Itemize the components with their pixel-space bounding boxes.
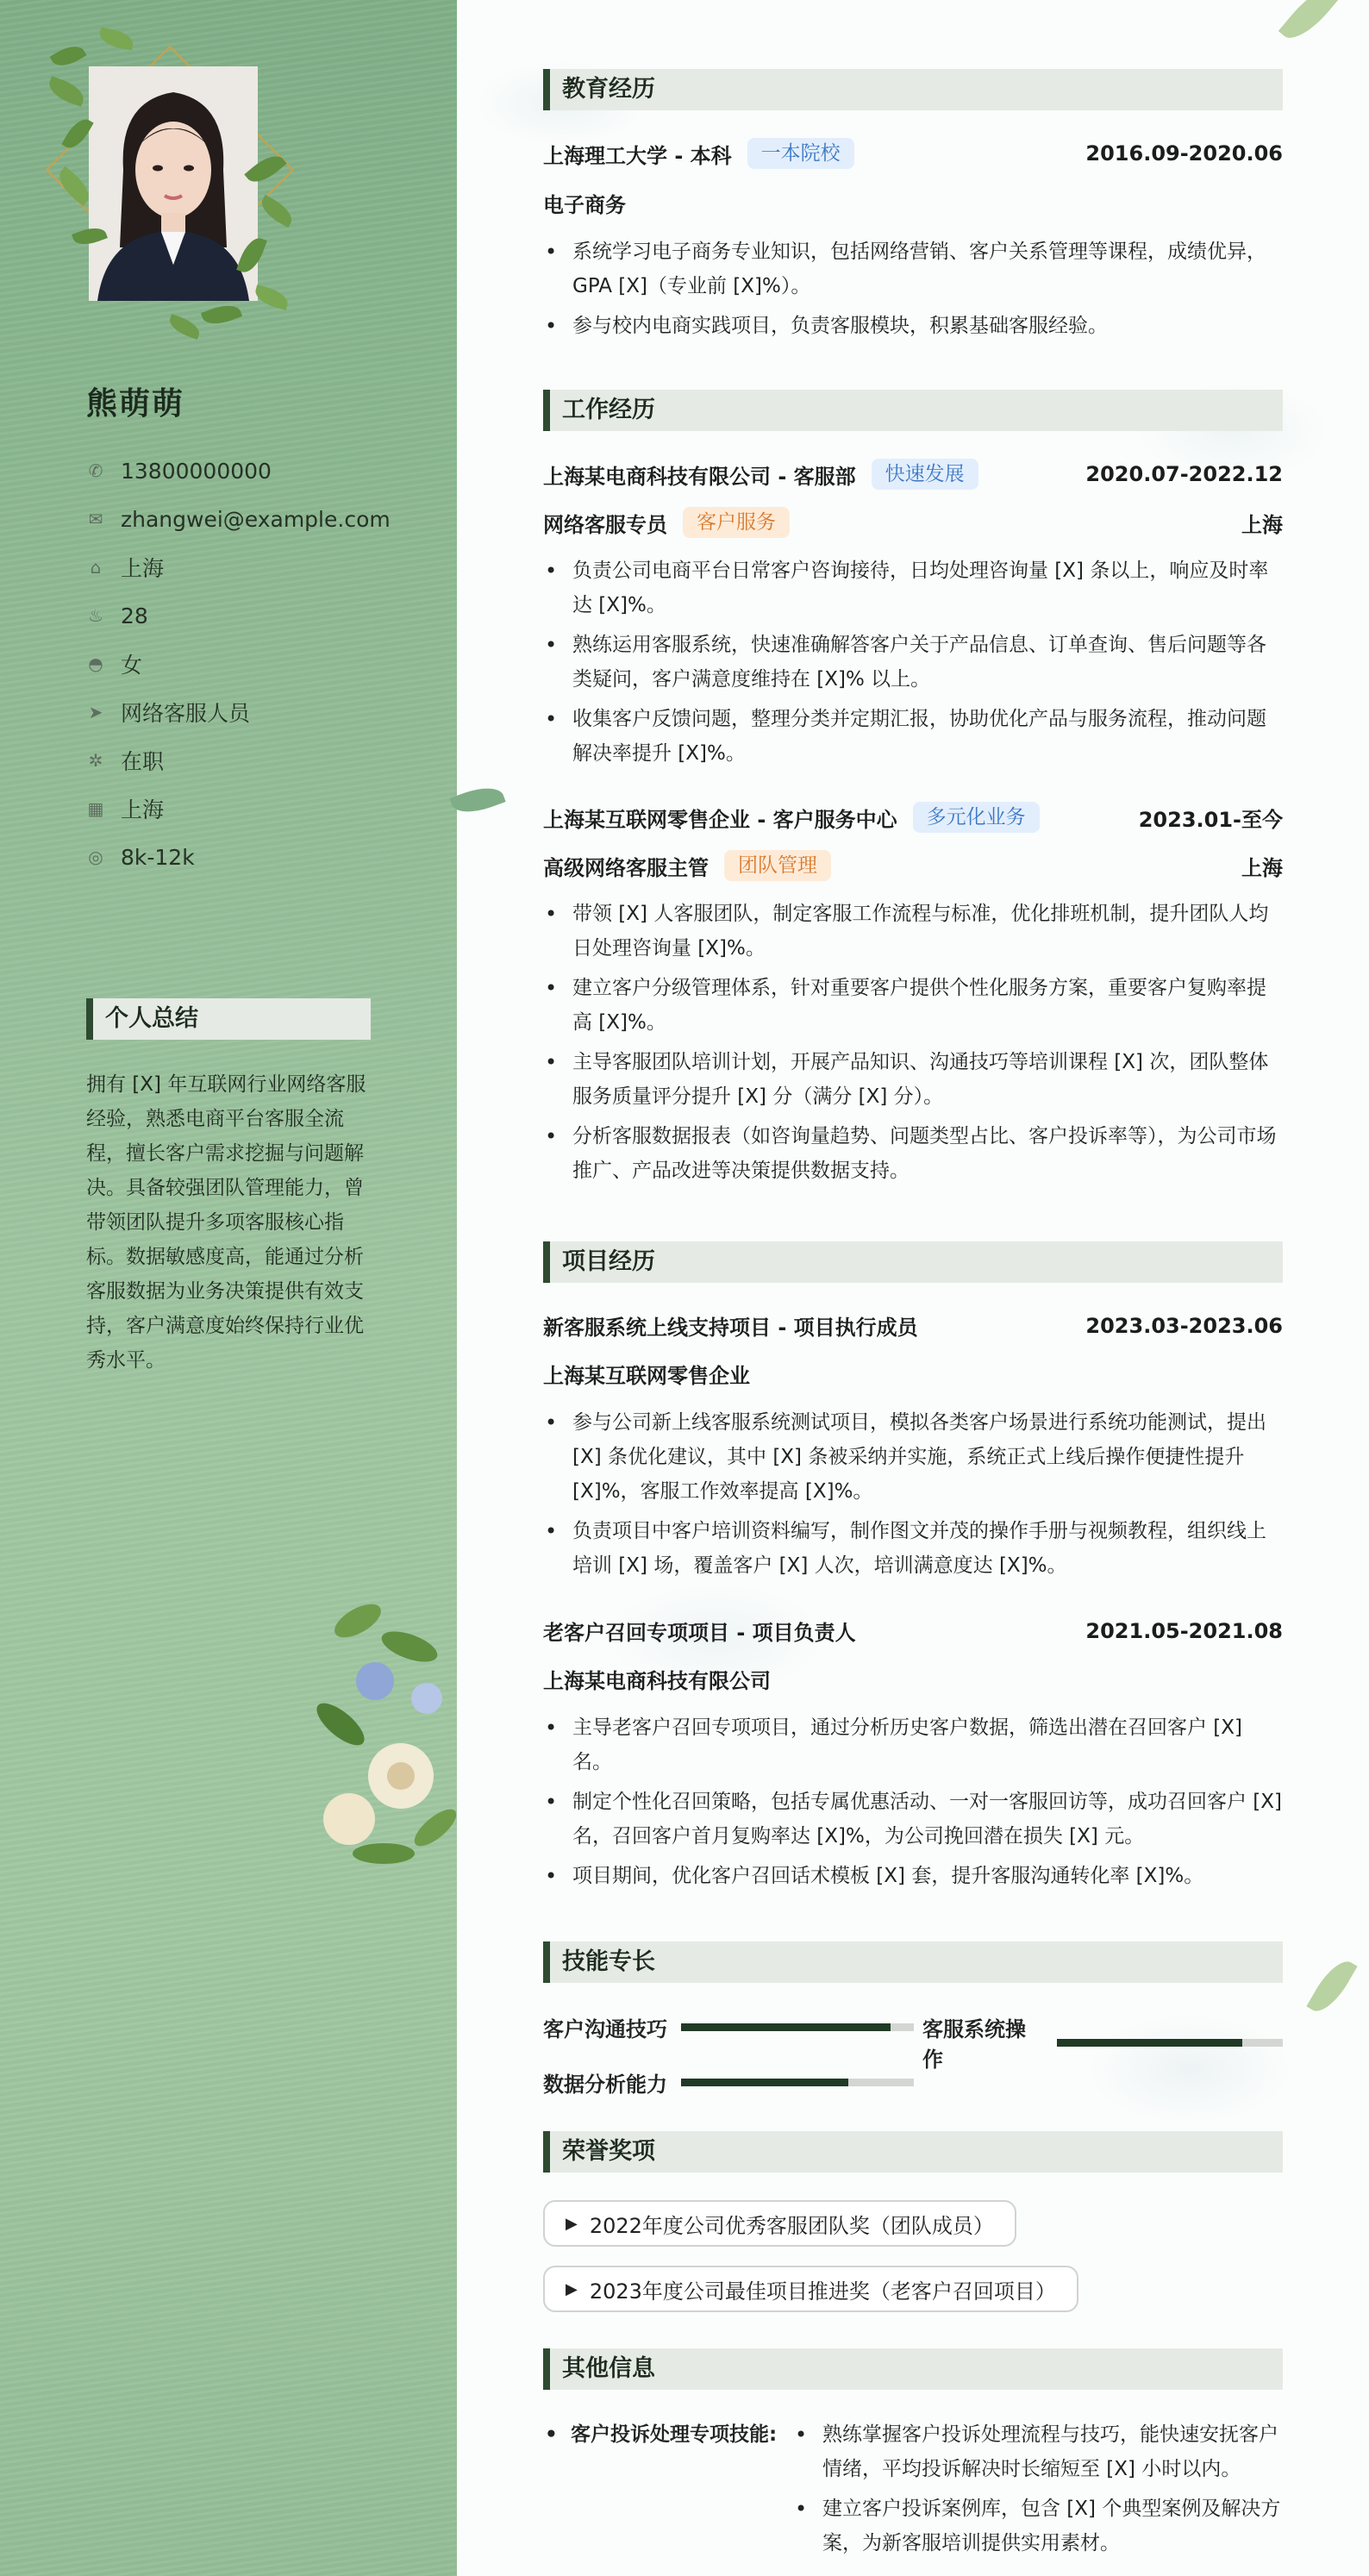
list-item: • 建立客户投诉案例库，包含 [X] 个典型案例及解决方案，为新客服培训提供实用素材。 [793, 2492, 1283, 2560]
job-date: 2020.07-2022.12 [1085, 462, 1283, 486]
list-item: • 主导老客户召回专项项目，通过分析历史客户数据，筛选出潜在召回客户 [X] 名。 [543, 1710, 1283, 1779]
list-item: • 熟练掌握客户投诉处理流程与技巧，能快速安抚客户情绪，平均投诉解决时长缩短至 [X] 小时以内。 [793, 2417, 1283, 2486]
phone-icon: ✆ [88, 460, 103, 481]
other-label: 客户投诉处理专项技能: [571, 2423, 778, 2446]
list-item: • 收集客户反馈问题，整理分类并定期汇报，协助优化产品与服务流程，推动问题解决率提升 [X]%。 [543, 702, 1283, 771]
info-status [86, 736, 391, 785]
leaf-decoration [257, 195, 297, 228]
job-icon: ➤ [88, 702, 103, 722]
award-item[interactable] [543, 2266, 1078, 2312]
company-name: 上海某电商科技有限公司 - 客服部 [543, 464, 856, 489]
bullet-dot: • [545, 2423, 558, 2446]
triangle-icon: ▶ [566, 2214, 578, 2233]
info-text: 上海 [121, 556, 165, 581]
list-item: • 系统学习电子商务专业知识，包括网络营销、客户关系管理等课程，成绩优异，GPA [X]（专业前 [X]%）。 [543, 234, 1283, 303]
education-heading: 教育经历 [543, 69, 1283, 110]
info-text: 8k-12k [121, 844, 195, 870]
project-date: 2021.05-2021.08 [1085, 1618, 1283, 1643]
leaf-decoration [253, 284, 291, 310]
other-heading: 其他信息 [543, 2348, 1283, 2390]
summary-text: 拥有 [X] 年互联网行业网络客服经验，熟悉电商平台客服全流程，擅长客户需求挖掘与问题解决。具备较强团队管理能力，曾带领团队提升多项客服核心指标。数据敏感度高，能通过分析客服数据为业务决策提供有效支持，客户满意度始终保持行业优秀水平。 [86, 1073, 366, 1372]
leaf-decoration [449, 781, 505, 820]
position-tag: 团队管理 [724, 850, 831, 881]
education-date: 2016.09-2020.06 [1085, 141, 1283, 166]
leaf-decoration [50, 41, 87, 72]
list-item: • 制定个性化召回策略，包括专属优惠活动、一对一客服回访等，成功召回客户 [X] 名，召回客户首月复购率达 [X]%，为公司挽回潜在损失 [X] 元。 [543, 1785, 1283, 1854]
project-row [543, 1310, 1283, 1341]
school-tag: 一本院校 [747, 138, 854, 169]
company-name: 上海某互联网零售企业 - 客户服务中心 [543, 807, 897, 832]
project-org: 上海某互联网零售企业 [543, 1364, 750, 1388]
info-gender [86, 640, 391, 688]
company-tag: 快速发展 [872, 459, 978, 490]
job-position-row [543, 507, 1283, 538]
work-heading: 工作经历 [543, 390, 1283, 431]
award-item[interactable] [543, 2200, 1016, 2247]
projects-heading: 项目经历 [543, 1241, 1283, 1283]
job-company-row [543, 459, 1283, 490]
email-icon: ✉ [88, 509, 103, 529]
skill-bar-fill [681, 2079, 848, 2086]
info-text: 女 [121, 653, 143, 678]
person-name: 熊萌萌 [86, 386, 185, 422]
project-org-row [543, 1359, 1283, 1389]
list-item: • 主导客服团队培训计划，开展产品知识、沟通技巧等培训课程 [X] 次，团队整体服务质量评分提升 [X] 分（满分 [X] 分）。 [543, 1045, 1283, 1114]
job-bullets [543, 553, 1283, 776]
info-text: 28 [121, 603, 148, 628]
skill-item [543, 2012, 914, 2042]
info-text: 在职 [121, 749, 165, 774]
info-text: 13800000000 [121, 458, 272, 484]
city-icon: ▦ [87, 798, 104, 819]
education-bullets [543, 234, 1283, 348]
skill-name: 客户沟通技巧 [543, 2017, 667, 2041]
info-text: 网络客服人员 [121, 701, 251, 726]
info-job [86, 688, 391, 736]
info-city [86, 785, 391, 833]
info-phone [86, 447, 391, 495]
skill-bar-fill [681, 2023, 891, 2031]
info-email [86, 495, 391, 543]
age-icon: ♨ [88, 605, 103, 626]
sidebar [0, 0, 457, 2576]
other-label-wrap [543, 2417, 812, 2452]
awards-heading: 荣誉奖项 [543, 2131, 1283, 2173]
major-row [543, 188, 1283, 218]
main-content [457, 0, 1369, 2576]
major: 电子商务 [543, 193, 626, 217]
job-company-row [543, 802, 1283, 833]
gender-icon: ◓ [88, 653, 103, 674]
project-org-row [543, 1664, 1283, 1694]
job-city: 上海 [1241, 512, 1283, 537]
list-item: • 项目期间，优化客户召回话术模板 [X] 套，提升客服沟通转化率 [X]%。 [543, 1859, 1283, 1893]
position-name: 高级网络客服主管 [543, 855, 709, 880]
project-org: 上海某电商科技有限公司 [543, 1669, 771, 1693]
info-text: zhangwei@example.com [121, 506, 391, 532]
project-bullets [543, 1405, 1283, 1588]
skill-bar [1057, 2039, 1283, 2047]
skill-item [543, 2067, 914, 2098]
position-name: 网络客服专员 [543, 512, 667, 537]
education-row [543, 138, 1283, 169]
job-date: 2023.01-至今 [1138, 807, 1283, 832]
flower-decoration [306, 1586, 457, 1879]
contact-info-list [86, 447, 391, 881]
leaf-decoration [46, 76, 88, 107]
avatar [89, 66, 258, 301]
job-position-row [543, 850, 1283, 881]
list-item: • 负责公司电商平台日常客户咨询接待，日均处理咨询量 [X] 条以上，响应及时率达 [X]%。 [543, 553, 1283, 622]
skill-bar-fill [1057, 2039, 1242, 2047]
list-item: • 负责项目中客户培训资料编写，制作图文并茂的操作手册与视频教程，组织线上培训 [X] 场，覆盖客户 [X] 人次，培训满意度达 [X]%。 [543, 1514, 1283, 1583]
project-bullets [543, 1710, 1283, 1898]
summary-heading: 个人总结 [86, 998, 371, 1040]
project-name: 老客户召回专项项目 - 项目负责人 [543, 1621, 856, 1645]
project-row [543, 1616, 1283, 1646]
list-item: • 带领 [X] 人客服团队，制定客服工作流程与标准，优化排班机制，提升团队人均日处理咨询量 [X]%。 [543, 897, 1283, 966]
leaf-decoration [201, 300, 242, 329]
list-item: • 参与校内电商实践项目，负责客服模块，积累基础客服经验。 [543, 309, 1283, 343]
info-text: 上海 [121, 797, 165, 822]
list-item: • 熟练运用客服系统，快速准确解答客户关于产品信息、订单查询、售后问题等各类疑问，客户满意度维持在 [X]% 以上。 [543, 628, 1283, 697]
list-item: • 分析客服数据报表（如咨询量趋势、问题类型占比、客户投诉率等），为公司市场推广、产品改进等决策提供数据支持。 [543, 1119, 1283, 1188]
info-home [86, 543, 391, 591]
position-tag: 客户服务 [683, 507, 790, 538]
photo-area [47, 30, 297, 349]
triangle-icon: ▶ [566, 2279, 578, 2298]
leaf-decoration [166, 314, 203, 340]
leaf-decoration [1306, 1954, 1357, 2019]
other-bullets [793, 2417, 1283, 2566]
award-text: 2023年度公司最佳项目推进奖（老客户召回项目） [589, 2279, 1056, 2304]
skill-bar [681, 2079, 914, 2086]
leaf-decoration [1278, 0, 1342, 47]
info-salary [86, 833, 391, 881]
job-city: 上海 [1241, 855, 1283, 880]
status-icon: ✲ [88, 750, 103, 771]
project-date: 2023.03-2023.06 [1085, 1313, 1283, 1338]
award-text: 2022年度公司优秀客服团队奖（团队成员） [589, 2213, 994, 2238]
salary-icon: ◎ [88, 847, 103, 867]
job-bullets [543, 897, 1283, 1193]
list-item: • 参与公司新上线客服系统测试项目，模拟各类客户场景进行系统功能测试，提出 [X] 条优化建议，其中 [X] 条被采纳并实施，系统正式上线后操作便捷性提升 [X]%，客服工作效率提高 [X]%。 [543, 1405, 1283, 1509]
project-name: 新客服系统上线支持项目 - 项目执行成员 [543, 1316, 918, 1340]
leaf-decoration [98, 28, 135, 51]
skill-bar [681, 2023, 914, 2031]
skill-item [922, 2012, 1283, 2073]
skill-name: 数据分析能力 [543, 2073, 667, 2097]
home-icon: ⌂ [90, 557, 102, 578]
info-age [86, 591, 391, 640]
list-item: • 建立客户分级管理体系，针对重要客户提供个性化服务方案，重要客户复购率提高 [X]%。 [543, 971, 1283, 1040]
company-tag: 多元化业务 [913, 802, 1040, 833]
school-name: 上海理工大学 - 本科 [543, 143, 732, 168]
skills-heading: 技能专长 [543, 1941, 1283, 1983]
skill-name: 客服系统操作 [922, 2017, 1026, 2072]
